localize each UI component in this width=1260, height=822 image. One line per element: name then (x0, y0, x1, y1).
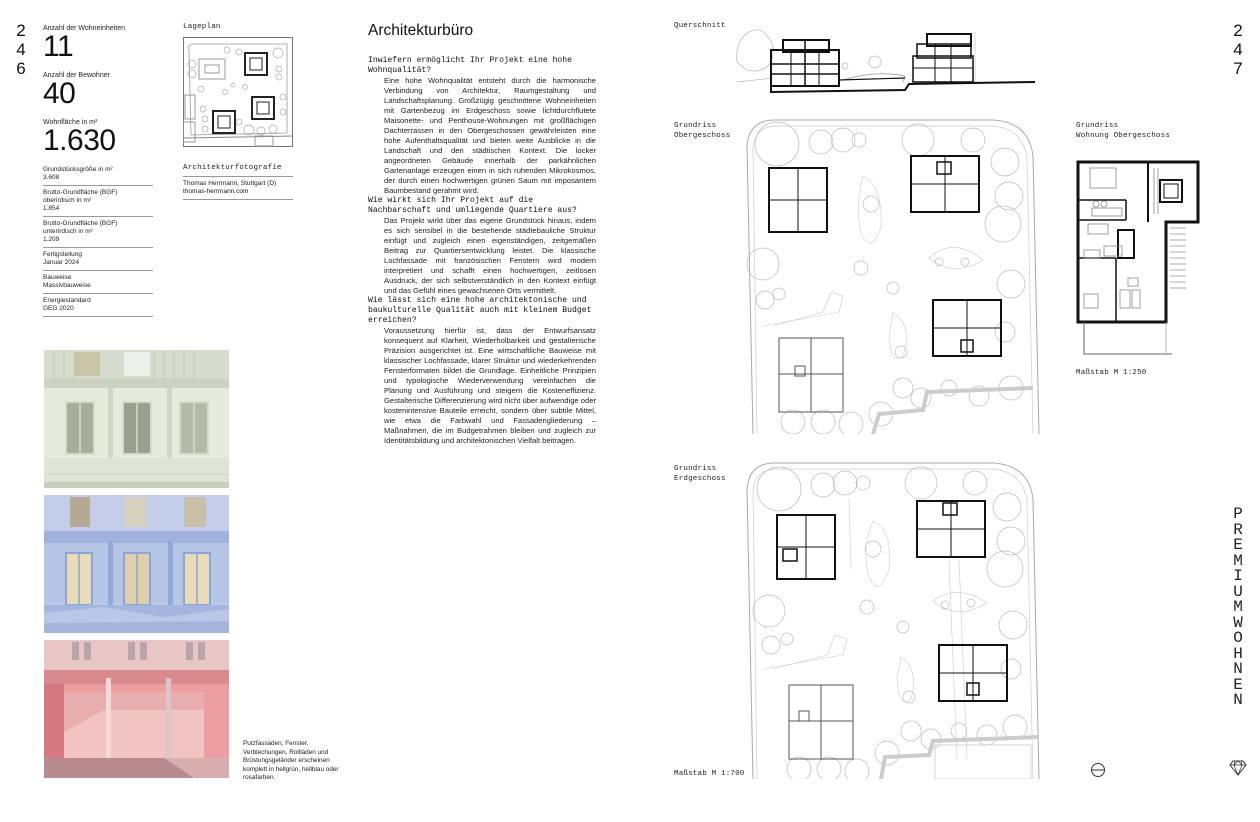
facts-list (43, 163, 153, 317)
fact-value: 1.209 (43, 236, 60, 243)
title-letter: I (1233, 567, 1243, 585)
label-line: Grundriss (1076, 122, 1119, 130)
label-line: Obergeschoss (674, 132, 731, 140)
page-digit: 6 (16, 59, 26, 78)
vertical-magazine-title (1230, 507, 1246, 709)
plan-ground-label (674, 464, 726, 484)
page-number-right (1231, 22, 1245, 79)
page-digit: 4 (1233, 40, 1243, 59)
fact-energy-standard (43, 294, 153, 317)
qa-answer: Das Projekt wirkt über das eigene Grundstück hinaus, indem es sich sensibel in die bestehende städtebauliche Struktur einfügt und zugleich einen eigenständigen, zeitgemäßen Beitrag zur Quartiersentwicklung leistet. Die klassische Lochfassade mit französischen Fenstern wird modern interpretiert und schafft einen hochwertigen, zeitlosen Ausdruck, der sich selbstverständlich in den Kontext einfügt und das Gefühl eines gewachsenen Orts vermittelt. (384, 216, 596, 295)
kpi-block (43, 24, 168, 155)
fact-gfa-above (43, 186, 153, 217)
title-letter: O (1233, 629, 1243, 647)
qa-item (368, 196, 596, 296)
fact-value: 3.608 (43, 174, 60, 181)
article-heading: Architekturbüro (368, 22, 474, 39)
qa-answer: Voraussetzung hierfür ist, dass der Entwurfsansatz konsequent auf Klarheit, Wiederholbarkeit und gestalterische Präzision ausgerichtet ist. Eine wirtschaftliche Bauweise mit klassischer Lochfassade, klarer Struktur und wiederkehrenden Fensterformaten bildet die Grundlage. Einheitliche Prinzipien und typologische Wiederverwendung vereinfachen die Planung und Ausführung und steigern die Kosteneffizienz. Gestalterische Differenzierung wird nicht über aufwendige oder kostenintensive Bauteile erreicht, sondern über subtile Mittel, wie etwa die Farbwahl und Fassadengliederung – Maßnahmen, die im Budgetrahmen bleiben und zugleich zur Identitätsbildung und architektonischen Vielfalt beitragen. (384, 326, 596, 445)
page-digit: 4 (16, 40, 26, 59)
title-letter: H (1233, 644, 1243, 663)
cross-section-drawing (735, 22, 1045, 94)
plan-ground-floor-drawing (743, 459, 1043, 779)
page-number-left (14, 22, 28, 79)
plan-upper-label (674, 121, 730, 141)
label-line: Grundriss (674, 122, 717, 130)
title-letter: P (1233, 505, 1243, 523)
kpi-label: Wohnfläche in m² (43, 119, 98, 126)
qa-answer: Eine hohe Wohnqualität entsteht durch die harmonische Verbindung von Architektur, Raumgestaltung und Landschaftsplanung. Großzügig geschnittene Wohneinheiten mit Gartenbezug im Erdgeschoss sowie lichtdurchflutete Maisonette- und Penthouse-Wohnungen mit großflächigen Dachterrassen in den Obergeschossen gewährleisten eine hohe Aufenthaltsqualität und bieten weite Ausblicke in die Landschaft und den städtischen Kontext. Die locker angeordneten Gebäude innerhalb der parkähnlichen Gartenanlage erzeugen einen in sich ruhenden Mikrokosmos, der durch einen hochwertigen grünen Saum mit imposantem Baumbestand gerahmt wird. (384, 76, 596, 195)
photo-facade-green (44, 350, 229, 488)
photographer-website: thomas-herrmann.com (183, 188, 249, 195)
kpi-value: 11 (43, 30, 74, 63)
fact-value: Januar 2024 (43, 259, 80, 266)
article-qa (368, 56, 596, 446)
title-letter: M (1233, 598, 1243, 616)
kpi-residents (43, 71, 168, 108)
label-line: Grundriss (674, 465, 717, 473)
qa-question: Wie lässt sich eine hohe architektonische und baukulturelle Qualität auch mit kleinem Budget erreichen? (368, 296, 592, 325)
page-digit: 7 (1233, 59, 1243, 78)
qa-item (368, 296, 596, 446)
photography-details (183, 177, 293, 200)
title-letter: E (1233, 675, 1243, 694)
site-plan-scale: Maßstab M 1:700 (674, 770, 745, 778)
page-digit: 2 (16, 21, 26, 40)
fact-completion (43, 248, 153, 271)
fact-value: Massivbauweise (43, 282, 91, 289)
fact-label: Bauweise (43, 274, 72, 281)
page-digit: 2 (1233, 21, 1243, 40)
title-letter: N (1233, 660, 1243, 678)
qa-question: Wie wirkt sich Ihr Projekt auf die Nachbarschaft und umliegende Quartiere aus? (368, 196, 577, 215)
site-plan-drawing (183, 37, 293, 147)
plan-upper-floor-drawing (743, 116, 1043, 434)
diamond-icon (1229, 760, 1247, 776)
qa-question: Inwiefern ermöglicht Ihr Projekt eine hohe Wohnqualität? (368, 56, 572, 75)
fact-label: Brutto-Grundfläche (BGF) oberirdisch in m² (43, 189, 118, 204)
fact-label: Grundstücksgröße in m² (43, 166, 113, 173)
fact-label: Energiestandard (43, 297, 91, 304)
title-letter: N (1233, 691, 1243, 709)
photography-credit (183, 164, 293, 200)
kpi-label: Anzahl der Bewohner (43, 72, 110, 79)
north-arrow-icon (1090, 762, 1106, 778)
label-line: Wohnung Obergeschoss (1076, 132, 1171, 140)
apartment-plan-label (1076, 121, 1170, 141)
kpi-units (43, 24, 168, 61)
photo-caption: Putzfassaden, Fenster, Verblechungen, Rollläden und Brüstungsgeländer erscheinen komplett in hellgrün, hellblau oder rosafarben. (243, 740, 339, 781)
title-letter: W (1233, 613, 1243, 632)
site-plan-label: Lageplan (183, 23, 221, 31)
fact-value: GEG 2020 (43, 305, 74, 312)
title-letter: U (1233, 582, 1243, 601)
photography-label: Architekturfotografie (183, 164, 293, 177)
fact-gfa-below (43, 217, 153, 248)
apartment-plan-scale: Maßstab M 1:250 (1076, 369, 1147, 377)
apartment-plan-drawing (1074, 158, 1204, 358)
fact-label: Fertigstellung (43, 251, 83, 258)
title-letter: E (1233, 536, 1243, 554)
kpi-value: 40 (43, 77, 76, 110)
photo-facade-pink (44, 640, 229, 778)
fact-construction (43, 271, 153, 294)
label-line: Erdgeschoss (674, 475, 726, 483)
title-letter: M (1233, 551, 1243, 570)
qa-item (368, 56, 596, 196)
kpi-label: Anzahl der Wohneinheiten (43, 25, 125, 32)
title-letter: R (1233, 520, 1243, 539)
fact-plot-size (43, 163, 153, 186)
fact-label: Brutto-Grundfläche (BGF) unterirdisch in m² (43, 220, 118, 235)
kpi-living-area (43, 118, 168, 155)
photographer-name: Thomas Herrmann, Stuttgart (D) (183, 180, 277, 187)
cross-section-label: Querschnitt (674, 22, 726, 30)
kpi-value: 1.630 (43, 124, 116, 157)
fact-value: 1.854 (43, 205, 60, 212)
photo-facade-blue (44, 495, 229, 633)
